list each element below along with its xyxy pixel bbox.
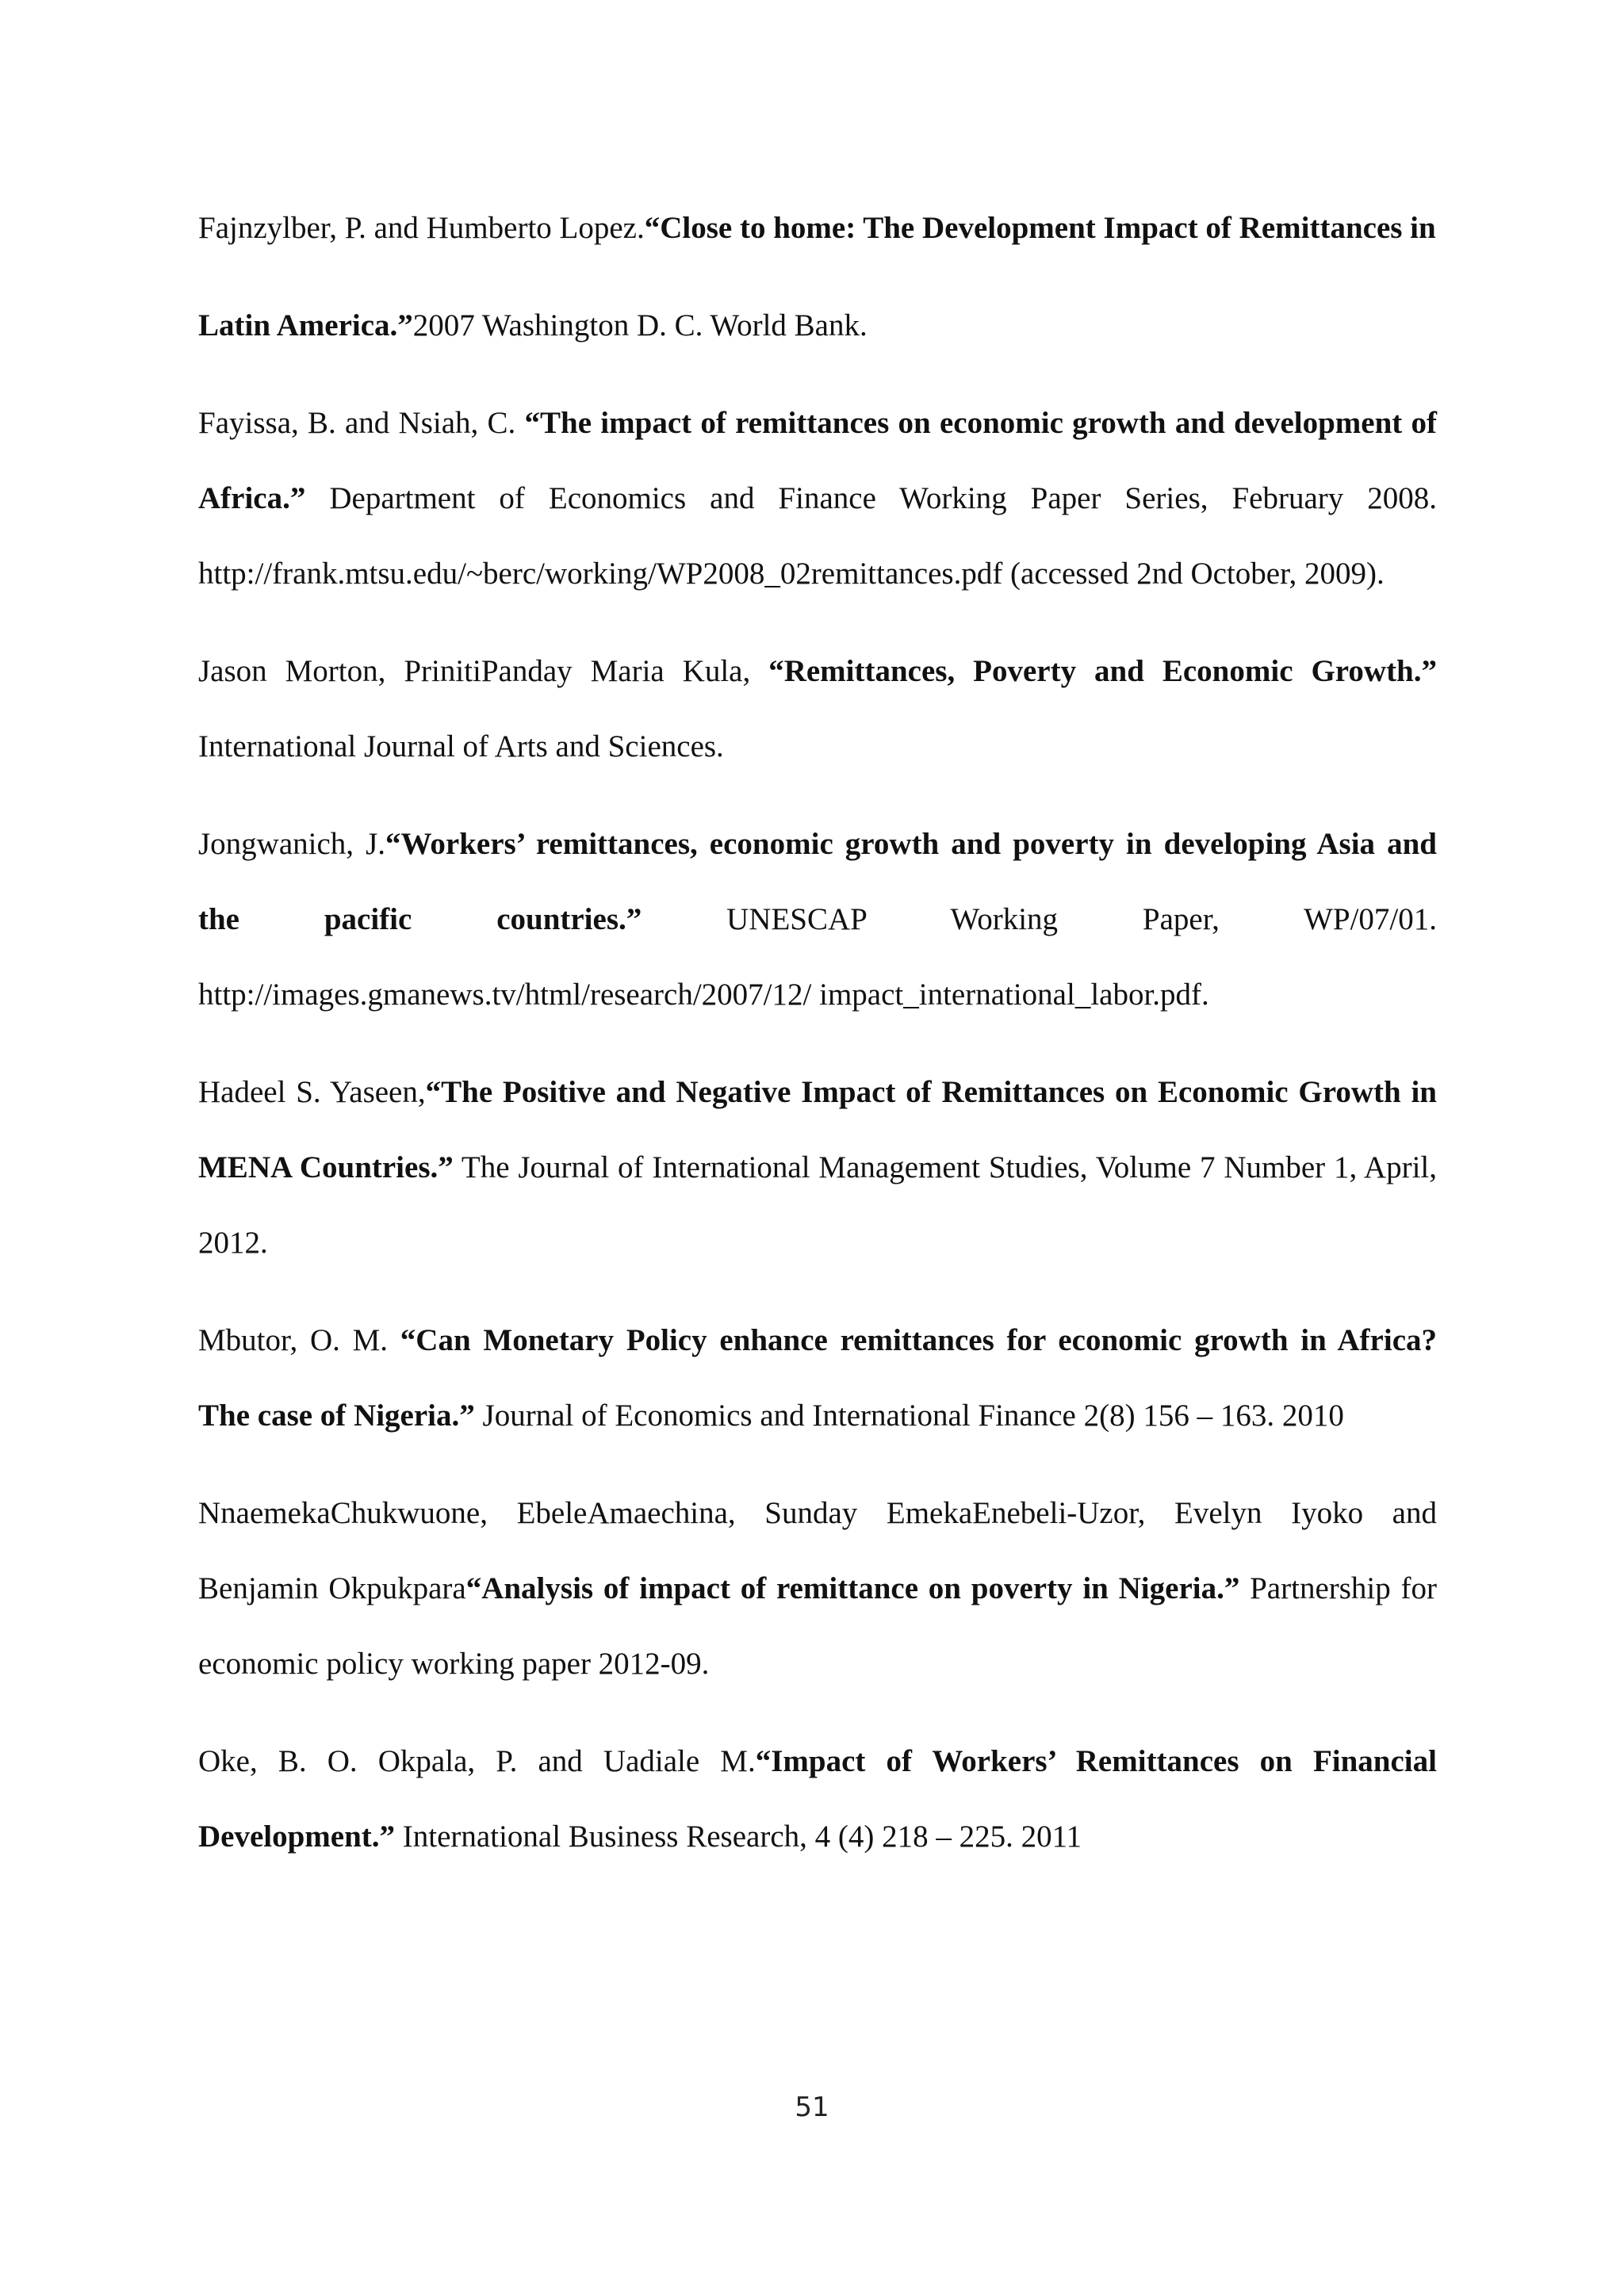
ref-title: “The Positive and Negative Impact of Remittances on Economic Growth in MENA Countries.” bbox=[198, 1075, 1437, 1184]
ref-authors: Fajnzylber, P. and Humberto Lopez. bbox=[198, 211, 645, 245]
ref-authors: Fayissa, B. and Nsiah, C. bbox=[198, 406, 525, 440]
reference-yaseen bbox=[198, 1054, 1437, 1280]
ref-details: 2007 Washington D. C. World Bank. bbox=[412, 308, 868, 342]
reference-fayissa bbox=[198, 385, 1437, 611]
ref-title: “Analysis of impact of remittance on poverty in Nigeria.” bbox=[465, 1571, 1240, 1605]
ref-details: Department of Economics and Finance Working Paper Series, February 2008. http://frank.mtsu.edu/~berc/working/WP2008_02remittances.pdf (accessed 2nd October, 2009). bbox=[198, 481, 1437, 591]
ref-title: “Can Monetary Policy enhance remittances for economic growth in Africa? The case of Nigeria.” bbox=[198, 1323, 1437, 1433]
reference-mbutor bbox=[198, 1303, 1437, 1453]
ref-details: International Business Research, 4 (4) 218 – 225. 2011 bbox=[395, 1820, 1082, 1854]
ref-authors: Hadeel S. Yaseen, bbox=[198, 1075, 426, 1109]
ref-details: Journal of Economics and International Finance 2(8) 156 – 163. 2010 bbox=[474, 1399, 1344, 1433]
reference-fajnzylber bbox=[198, 190, 1437, 266]
ref-title: “Workers’ remittances, economic growth and poverty in developing Asia and the pacific countries.” bbox=[198, 827, 1437, 936]
ref-title-continued: Latin America.” bbox=[198, 308, 413, 342]
ref-title: “Close to home: The Development Impact of Remittances in bbox=[644, 211, 1436, 245]
ref-title: “Remittances, Poverty and Economic Growth.” bbox=[768, 654, 1437, 688]
reference-chukwuone bbox=[198, 1475, 1437, 1701]
ref-authors: Jongwanich, J. bbox=[198, 827, 386, 861]
ref-authors: Oke, B. O. Okpala, P. and Uadiale M. bbox=[198, 1744, 756, 1778]
ref-details: UNESCAP Working Paper, WP/07/01. http://images.gmanews.tv/html/research/2007/12/ impact_international_labor.pdf. bbox=[198, 902, 1437, 1012]
ref-title: “The impact of remittances on economic growth and development of Africa.” bbox=[198, 406, 1437, 515]
ref-authors: NnaemekaChukwuone, EbeleAmaechina, Sunday EmekaEnebeli-Uzor, Evelyn Iyoko and Benjamin Okpukpara bbox=[198, 1496, 1437, 1605]
ref-authors: Jason Morton, PrinitiPanday Maria Kula, bbox=[198, 654, 769, 688]
ref-details: The Journal of International Management Studies, Volume 7 Number 1, April, 2012. bbox=[198, 1150, 1438, 1260]
page-number: 51 bbox=[795, 2091, 829, 2123]
ref-details: International Journal of Arts and Sciences. bbox=[198, 729, 724, 763]
ref-authors: Mbutor, O. M. bbox=[198, 1323, 400, 1357]
reference-jongwanich bbox=[198, 806, 1437, 1032]
reference-list bbox=[198, 190, 1437, 1896]
reference-morton bbox=[198, 633, 1437, 784]
ref-details: Partnership for economic policy working paper 2012-09. bbox=[198, 1571, 1438, 1681]
ref-title: “Impact of Workers’ Remittances on Financial Development.” bbox=[198, 1744, 1437, 1854]
reference-fajnzylber-continued bbox=[198, 288, 1437, 363]
reference-oke bbox=[198, 1724, 1437, 1874]
